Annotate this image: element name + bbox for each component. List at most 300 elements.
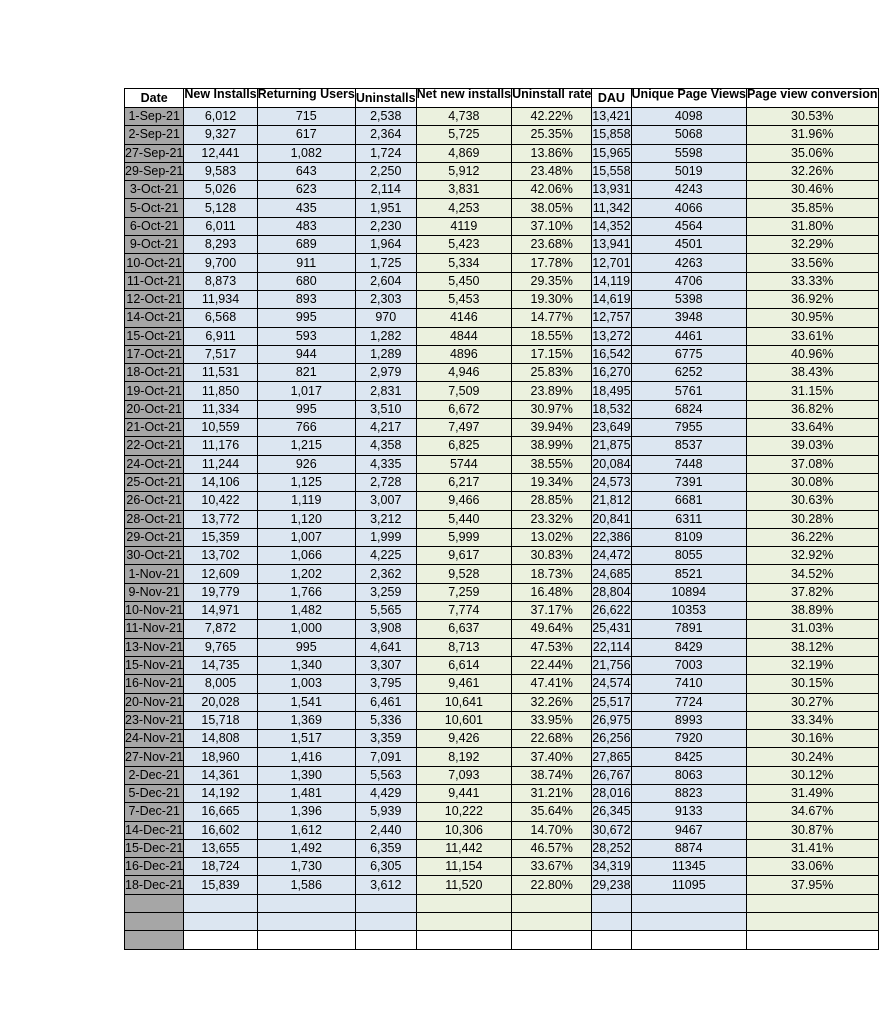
- cell-uninstall-rate[interactable]: 25.35%: [512, 126, 592, 144]
- cell-uninstall-rate[interactable]: 38.55%: [512, 455, 592, 473]
- empty-cell-new-installs[interactable]: [184, 913, 257, 931]
- cell-page-view-conversion[interactable]: 33.64%: [746, 419, 878, 437]
- cell-uninstalls[interactable]: 1,999: [355, 528, 416, 546]
- cell-date[interactable]: 12-Oct-21: [125, 290, 184, 308]
- cell-dau[interactable]: 12,757: [592, 309, 631, 327]
- header-uninstalls[interactable]: Uninstalls: [355, 89, 416, 108]
- cell-returning-users[interactable]: 821: [257, 364, 355, 382]
- cell-net-new-installs[interactable]: 5,999: [416, 528, 511, 546]
- cell-date[interactable]: 19-Oct-21: [125, 382, 184, 400]
- cell-page-view-conversion[interactable]: 33.33%: [746, 272, 878, 290]
- cell-dau[interactable]: 21,812: [592, 492, 631, 510]
- empty-cell-date[interactable]: [125, 913, 184, 931]
- cell-dau[interactable]: 13,421: [592, 108, 631, 126]
- cell-dau[interactable]: 20,841: [592, 510, 631, 528]
- cell-unique-page-views[interactable]: 7391: [631, 473, 746, 491]
- cell-unique-page-views[interactable]: 8993: [631, 711, 746, 729]
- cell-dau[interactable]: 18,532: [592, 400, 631, 418]
- cell-uninstalls[interactable]: 1,951: [355, 199, 416, 217]
- cell-new-installs[interactable]: 14,735: [184, 656, 257, 674]
- cell-new-installs[interactable]: 9,583: [184, 162, 257, 180]
- cell-returning-users[interactable]: 911: [257, 254, 355, 272]
- cell-date[interactable]: 2-Dec-21: [125, 766, 184, 784]
- cell-dau[interactable]: 26,345: [592, 803, 631, 821]
- cell-net-new-installs[interactable]: 9,461: [416, 675, 511, 693]
- cell-net-new-installs[interactable]: 9,426: [416, 730, 511, 748]
- cell-net-new-installs[interactable]: 11,442: [416, 839, 511, 857]
- cell-uninstalls[interactable]: 2,728: [355, 473, 416, 491]
- cell-unique-page-views[interactable]: 8521: [631, 565, 746, 583]
- cell-uninstalls[interactable]: 2,979: [355, 364, 416, 382]
- cell-uninstall-rate[interactable]: 14.77%: [512, 309, 592, 327]
- cell-unique-page-views[interactable]: 3948: [631, 309, 746, 327]
- cell-uninstalls[interactable]: 3,612: [355, 876, 416, 894]
- empty-cell-dau[interactable]: [592, 913, 631, 931]
- cell-uninstalls[interactable]: 2,303: [355, 290, 416, 308]
- cell-new-installs[interactable]: 8,873: [184, 272, 257, 290]
- cell-unique-page-views[interactable]: 6824: [631, 400, 746, 418]
- cell-unique-page-views[interactable]: 4066: [631, 199, 746, 217]
- cell-date[interactable]: 23-Nov-21: [125, 711, 184, 729]
- cell-date[interactable]: 3-Oct-21: [125, 181, 184, 199]
- cell-unique-page-views[interactable]: 4706: [631, 272, 746, 290]
- cell-page-view-conversion[interactable]: 34.52%: [746, 565, 878, 583]
- cell-uninstalls[interactable]: 6,461: [355, 693, 416, 711]
- cell-page-view-conversion[interactable]: 30.46%: [746, 181, 878, 199]
- cell-returning-users[interactable]: 715: [257, 108, 355, 126]
- cell-new-installs[interactable]: 15,359: [184, 528, 257, 546]
- header-page-view-conversion[interactable]: Page view conversion: [746, 89, 878, 108]
- cell-net-new-installs[interactable]: 5,334: [416, 254, 511, 272]
- empty-cell-unique-page-views[interactable]: [631, 913, 746, 931]
- cell-dau[interactable]: 34,319: [592, 858, 631, 876]
- cell-page-view-conversion[interactable]: 35.06%: [746, 144, 878, 162]
- cell-uninstall-rate[interactable]: 35.64%: [512, 803, 592, 821]
- cell-dau[interactable]: 15,558: [592, 162, 631, 180]
- cell-net-new-installs[interactable]: 8,192: [416, 748, 511, 766]
- cell-dau[interactable]: 21,756: [592, 656, 631, 674]
- empty-cell-page-view-conversion[interactable]: [746, 894, 878, 912]
- cell-unique-page-views[interactable]: 9467: [631, 821, 746, 839]
- cell-date[interactable]: 7-Dec-21: [125, 803, 184, 821]
- cell-date[interactable]: 27-Nov-21: [125, 748, 184, 766]
- cell-returning-users[interactable]: 893: [257, 290, 355, 308]
- cell-new-installs[interactable]: 14,971: [184, 602, 257, 620]
- cell-uninstalls[interactable]: 6,305: [355, 858, 416, 876]
- cell-uninstall-rate[interactable]: 38.99%: [512, 437, 592, 455]
- cell-date[interactable]: 21-Oct-21: [125, 419, 184, 437]
- cell-date[interactable]: 14-Oct-21: [125, 309, 184, 327]
- cell-uninstall-rate[interactable]: 22.44%: [512, 656, 592, 674]
- cell-uninstalls[interactable]: 3,795: [355, 675, 416, 693]
- cell-unique-page-views[interactable]: 10894: [631, 583, 746, 601]
- cell-net-new-installs[interactable]: 6,825: [416, 437, 511, 455]
- cell-uninstall-rate[interactable]: 30.83%: [512, 547, 592, 565]
- cell-uninstall-rate[interactable]: 37.17%: [512, 602, 592, 620]
- cell-page-view-conversion[interactable]: 32.26%: [746, 162, 878, 180]
- cell-uninstall-rate[interactable]: 23.89%: [512, 382, 592, 400]
- cell-net-new-installs[interactable]: 5,423: [416, 236, 511, 254]
- cell-date[interactable]: 18-Dec-21: [125, 876, 184, 894]
- cell-dau[interactable]: 11,342: [592, 199, 631, 217]
- cell-uninstalls[interactable]: 2,362: [355, 565, 416, 583]
- cell-uninstall-rate[interactable]: 13.86%: [512, 144, 592, 162]
- cell-page-view-conversion[interactable]: 30.28%: [746, 510, 878, 528]
- cell-net-new-installs[interactable]: 4896: [416, 345, 511, 363]
- cell-uninstall-rate[interactable]: 23.68%: [512, 236, 592, 254]
- cell-uninstalls[interactable]: 2,831: [355, 382, 416, 400]
- empty-cell-uninstall-rate[interactable]: [512, 913, 592, 931]
- cell-returning-users[interactable]: 995: [257, 638, 355, 656]
- cell-dau[interactable]: 27,865: [592, 748, 631, 766]
- cell-unique-page-views[interactable]: 8425: [631, 748, 746, 766]
- cell-dau[interactable]: 26,975: [592, 711, 631, 729]
- cell-uninstalls[interactable]: 4,217: [355, 419, 416, 437]
- cell-uninstall-rate[interactable]: 49.64%: [512, 620, 592, 638]
- cell-unique-page-views[interactable]: 4263: [631, 254, 746, 272]
- cell-date[interactable]: 15-Dec-21: [125, 839, 184, 857]
- cell-returning-users[interactable]: 1,390: [257, 766, 355, 784]
- cell-page-view-conversion[interactable]: 33.34%: [746, 711, 878, 729]
- cell-returning-users[interactable]: 944: [257, 345, 355, 363]
- cell-uninstalls[interactable]: 3,259: [355, 583, 416, 601]
- cell-new-installs[interactable]: 14,192: [184, 784, 257, 802]
- cell-new-installs[interactable]: 14,808: [184, 730, 257, 748]
- header-returning-users[interactable]: Returning Users: [257, 89, 355, 108]
- cell-uninstall-rate[interactable]: 19.34%: [512, 473, 592, 491]
- cell-unique-page-views[interactable]: 5598: [631, 144, 746, 162]
- cell-uninstalls[interactable]: 2,538: [355, 108, 416, 126]
- cell-unique-page-views[interactable]: 6681: [631, 492, 746, 510]
- cell-new-installs[interactable]: 9,765: [184, 638, 257, 656]
- cell-uninstalls[interactable]: 3,307: [355, 656, 416, 674]
- header-dau[interactable]: DAU: [592, 89, 631, 108]
- cell-page-view-conversion[interactable]: 36.92%: [746, 290, 878, 308]
- cell-returning-users[interactable]: 623: [257, 181, 355, 199]
- cell-new-installs[interactable]: 7,517: [184, 345, 257, 363]
- cell-returning-users[interactable]: 1,482: [257, 602, 355, 620]
- header-unique-page-views[interactable]: Unique Page Views: [631, 89, 746, 108]
- cell-new-installs[interactable]: 6,911: [184, 327, 257, 345]
- cell-dau[interactable]: 29,238: [592, 876, 631, 894]
- cell-unique-page-views[interactable]: 7920: [631, 730, 746, 748]
- cell-uninstalls[interactable]: 3,359: [355, 730, 416, 748]
- cell-net-new-installs[interactable]: 5,912: [416, 162, 511, 180]
- cell-date[interactable]: 16-Nov-21: [125, 675, 184, 693]
- cell-new-installs[interactable]: 18,960: [184, 748, 257, 766]
- cell-new-installs[interactable]: 16,665: [184, 803, 257, 821]
- cell-unique-page-views[interactable]: 7891: [631, 620, 746, 638]
- cell-date[interactable]: 15-Nov-21: [125, 656, 184, 674]
- cell-net-new-installs[interactable]: 6,217: [416, 473, 511, 491]
- cell-dau[interactable]: 14,352: [592, 217, 631, 235]
- cell-date[interactable]: 22-Oct-21: [125, 437, 184, 455]
- cell-page-view-conversion[interactable]: 37.82%: [746, 583, 878, 601]
- cell-new-installs[interactable]: 16,602: [184, 821, 257, 839]
- cell-page-view-conversion[interactable]: 35.85%: [746, 199, 878, 217]
- cell-uninstalls[interactable]: 3,510: [355, 400, 416, 418]
- cell-unique-page-views[interactable]: 4243: [631, 181, 746, 199]
- cell-new-installs[interactable]: 11,334: [184, 400, 257, 418]
- cell-dau[interactable]: 12,701: [592, 254, 631, 272]
- cell-uninstall-rate[interactable]: 37.40%: [512, 748, 592, 766]
- cell-net-new-installs[interactable]: 6,614: [416, 656, 511, 674]
- cell-new-installs[interactable]: 20,028: [184, 693, 257, 711]
- cell-returning-users[interactable]: 1,481: [257, 784, 355, 802]
- cell-date[interactable]: 11-Oct-21: [125, 272, 184, 290]
- cell-page-view-conversion[interactable]: 30.16%: [746, 730, 878, 748]
- cell-net-new-installs[interactable]: 5,440: [416, 510, 511, 528]
- cell-uninstall-rate[interactable]: 28.85%: [512, 492, 592, 510]
- cell-returning-users[interactable]: 1,003: [257, 675, 355, 693]
- cell-unique-page-views[interactable]: 4501: [631, 236, 746, 254]
- cell-new-installs[interactable]: 13,772: [184, 510, 257, 528]
- cell-dau[interactable]: 28,016: [592, 784, 631, 802]
- empty-cell-page-view-conversion[interactable]: [746, 913, 878, 931]
- cell-returning-users[interactable]: 617: [257, 126, 355, 144]
- cell-returning-users[interactable]: 483: [257, 217, 355, 235]
- cell-page-view-conversion[interactable]: 38.89%: [746, 602, 878, 620]
- cell-page-view-conversion[interactable]: 31.96%: [746, 126, 878, 144]
- cell-date[interactable]: 1-Nov-21: [125, 565, 184, 583]
- cell-uninstall-rate[interactable]: 16.48%: [512, 583, 592, 601]
- cell-returning-users[interactable]: 766: [257, 419, 355, 437]
- cell-unique-page-views[interactable]: 8874: [631, 839, 746, 857]
- cell-date[interactable]: 27-Sep-21: [125, 144, 184, 162]
- cell-page-view-conversion[interactable]: 32.19%: [746, 656, 878, 674]
- cell-page-view-conversion[interactable]: 39.03%: [746, 437, 878, 455]
- cell-unique-page-views[interactable]: 6775: [631, 345, 746, 363]
- cell-page-view-conversion[interactable]: 30.12%: [746, 766, 878, 784]
- empty-cell-net-new-installs[interactable]: [416, 894, 511, 912]
- cell-unique-page-views[interactable]: 7724: [631, 693, 746, 711]
- cell-uninstalls[interactable]: 1,282: [355, 327, 416, 345]
- cell-unique-page-views[interactable]: 4461: [631, 327, 746, 345]
- cell-uninstall-rate[interactable]: 32.26%: [512, 693, 592, 711]
- cell-net-new-installs[interactable]: 11,154: [416, 858, 511, 876]
- cell-uninstall-rate[interactable]: 47.41%: [512, 675, 592, 693]
- empty-cell-net-new-installs[interactable]: [416, 913, 511, 931]
- cell-returning-users[interactable]: 1,416: [257, 748, 355, 766]
- cell-date[interactable]: 6-Oct-21: [125, 217, 184, 235]
- cell-returning-users[interactable]: 1,082: [257, 144, 355, 162]
- cell-net-new-installs[interactable]: 10,641: [416, 693, 511, 711]
- cell-unique-page-views[interactable]: 8823: [631, 784, 746, 802]
- cell-net-new-installs[interactable]: 3,831: [416, 181, 511, 199]
- cell-unique-page-views[interactable]: 9133: [631, 803, 746, 821]
- cell-page-view-conversion[interactable]: 31.41%: [746, 839, 878, 857]
- header-uninstall-rate[interactable]: Uninstall rate: [512, 89, 592, 108]
- cell-returning-users[interactable]: 1,369: [257, 711, 355, 729]
- cell-dau[interactable]: 26,622: [592, 602, 631, 620]
- cell-returning-users[interactable]: 1,215: [257, 437, 355, 455]
- cell-uninstall-rate[interactable]: 17.15%: [512, 345, 592, 363]
- cell-date[interactable]: 2-Sep-21: [125, 126, 184, 144]
- cell-returning-users[interactable]: 1,766: [257, 583, 355, 601]
- cell-dau[interactable]: 28,252: [592, 839, 631, 857]
- cell-unique-page-views[interactable]: 8537: [631, 437, 746, 455]
- cell-net-new-installs[interactable]: 10,306: [416, 821, 511, 839]
- cell-page-view-conversion[interactable]: 34.67%: [746, 803, 878, 821]
- cell-returning-users[interactable]: 1,541: [257, 693, 355, 711]
- cell-unique-page-views[interactable]: 4098: [631, 108, 746, 126]
- cell-net-new-installs[interactable]: 4,869: [416, 144, 511, 162]
- cell-returning-users[interactable]: 1,517: [257, 730, 355, 748]
- empty-cell-returning-users[interactable]: [257, 913, 355, 931]
- cell-net-new-installs[interactable]: 7,497: [416, 419, 511, 437]
- cell-date[interactable]: 28-Oct-21: [125, 510, 184, 528]
- cell-new-installs[interactable]: 9,327: [184, 126, 257, 144]
- cell-dau[interactable]: 14,119: [592, 272, 631, 290]
- cell-date[interactable]: 20-Oct-21: [125, 400, 184, 418]
- cell-date[interactable]: 9-Nov-21: [125, 583, 184, 601]
- cell-date[interactable]: 5-Oct-21: [125, 199, 184, 217]
- cell-returning-users[interactable]: 1,730: [257, 858, 355, 876]
- cell-unique-page-views[interactable]: 6311: [631, 510, 746, 528]
- cell-uninstalls[interactable]: 4,335: [355, 455, 416, 473]
- cell-date[interactable]: 24-Oct-21: [125, 455, 184, 473]
- cell-uninstalls[interactable]: 3,908: [355, 620, 416, 638]
- cell-date[interactable]: 24-Nov-21: [125, 730, 184, 748]
- cell-unique-page-views[interactable]: 4564: [631, 217, 746, 235]
- header-net-new-installs[interactable]: Net new installs: [416, 89, 511, 108]
- cell-uninstall-rate[interactable]: 19.30%: [512, 290, 592, 308]
- cell-uninstall-rate[interactable]: 33.95%: [512, 711, 592, 729]
- cell-date[interactable]: 5-Dec-21: [125, 784, 184, 802]
- cell-uninstalls[interactable]: 1,964: [355, 236, 416, 254]
- cell-new-installs[interactable]: 12,441: [184, 144, 257, 162]
- cell-new-installs[interactable]: 13,702: [184, 547, 257, 565]
- cell-uninstall-rate[interactable]: 47.53%: [512, 638, 592, 656]
- cell-new-installs[interactable]: 8,293: [184, 236, 257, 254]
- cell-uninstalls[interactable]: 4,429: [355, 784, 416, 802]
- cell-page-view-conversion[interactable]: 31.03%: [746, 620, 878, 638]
- header-new-installs[interactable]: New Installs: [184, 89, 257, 108]
- cell-dau[interactable]: 30,672: [592, 821, 631, 839]
- cell-uninstalls[interactable]: 4,641: [355, 638, 416, 656]
- cell-returning-users[interactable]: 1,202: [257, 565, 355, 583]
- cell-date[interactable]: 25-Oct-21: [125, 473, 184, 491]
- cell-unique-page-views[interactable]: 5068: [631, 126, 746, 144]
- cell-uninstalls[interactable]: 5,565: [355, 602, 416, 620]
- cell-uninstall-rate[interactable]: 38.05%: [512, 199, 592, 217]
- cell-uninstalls[interactable]: 2,364: [355, 126, 416, 144]
- cell-page-view-conversion[interactable]: 33.06%: [746, 858, 878, 876]
- cell-unique-page-views[interactable]: 8055: [631, 547, 746, 565]
- cell-dau[interactable]: 18,495: [592, 382, 631, 400]
- cell-uninstalls[interactable]: 4,225: [355, 547, 416, 565]
- cell-page-view-conversion[interactable]: 31.49%: [746, 784, 878, 802]
- cell-uninstalls[interactable]: 5,939: [355, 803, 416, 821]
- cell-uninstall-rate[interactable]: 22.80%: [512, 876, 592, 894]
- cell-new-installs[interactable]: 6,568: [184, 309, 257, 327]
- cell-net-new-installs[interactable]: 5,453: [416, 290, 511, 308]
- cell-returning-users[interactable]: 1,340: [257, 656, 355, 674]
- cell-net-new-installs[interactable]: 4,738: [416, 108, 511, 126]
- cell-returning-users[interactable]: 1,125: [257, 473, 355, 491]
- cell-returning-users[interactable]: 435: [257, 199, 355, 217]
- cell-dau[interactable]: 15,965: [592, 144, 631, 162]
- cell-net-new-installs[interactable]: 11,520: [416, 876, 511, 894]
- cell-page-view-conversion[interactable]: 38.12%: [746, 638, 878, 656]
- cell-new-installs[interactable]: 11,244: [184, 455, 257, 473]
- cell-uninstalls[interactable]: 2,250: [355, 162, 416, 180]
- cell-uninstall-rate[interactable]: 22.68%: [512, 730, 592, 748]
- cell-page-view-conversion[interactable]: 36.22%: [746, 528, 878, 546]
- cell-uninstall-rate[interactable]: 18.73%: [512, 565, 592, 583]
- cell-date[interactable]: 1-Sep-21: [125, 108, 184, 126]
- empty-cell-uninstall-rate[interactable]: [512, 894, 592, 912]
- cell-returning-users[interactable]: 593: [257, 327, 355, 345]
- cell-new-installs[interactable]: 14,361: [184, 766, 257, 784]
- cell-returning-users[interactable]: 1,000: [257, 620, 355, 638]
- cell-date[interactable]: 17-Oct-21: [125, 345, 184, 363]
- cell-dau[interactable]: 21,875: [592, 437, 631, 455]
- cell-net-new-installs[interactable]: 5,450: [416, 272, 511, 290]
- cell-uninstall-rate[interactable]: 33.67%: [512, 858, 592, 876]
- cell-date[interactable]: 14-Dec-21: [125, 821, 184, 839]
- cell-page-view-conversion[interactable]: 32.92%: [746, 547, 878, 565]
- cell-net-new-installs[interactable]: 9,528: [416, 565, 511, 583]
- cell-uninstall-rate[interactable]: 38.74%: [512, 766, 592, 784]
- cell-net-new-installs[interactable]: 4,253: [416, 199, 511, 217]
- cell-new-installs[interactable]: 7,872: [184, 620, 257, 638]
- cell-unique-page-views[interactable]: 7955: [631, 419, 746, 437]
- cell-new-installs[interactable]: 18,724: [184, 858, 257, 876]
- cell-unique-page-views[interactable]: 8429: [631, 638, 746, 656]
- cell-new-installs[interactable]: 8,005: [184, 675, 257, 693]
- cell-page-view-conversion[interactable]: 33.56%: [746, 254, 878, 272]
- cell-net-new-installs[interactable]: 5,725: [416, 126, 511, 144]
- cell-uninstall-rate[interactable]: 42.22%: [512, 108, 592, 126]
- cell-page-view-conversion[interactable]: 38.43%: [746, 364, 878, 382]
- empty-cell-uninstalls[interactable]: [355, 913, 416, 931]
- cell-dau[interactable]: 22,386: [592, 528, 631, 546]
- cell-date[interactable]: 29-Sep-21: [125, 162, 184, 180]
- cell-page-view-conversion[interactable]: 30.95%: [746, 309, 878, 327]
- cell-uninstalls[interactable]: 7,091: [355, 748, 416, 766]
- cell-returning-users[interactable]: 1,396: [257, 803, 355, 821]
- cell-dau[interactable]: 24,574: [592, 675, 631, 693]
- cell-date[interactable]: 16-Dec-21: [125, 858, 184, 876]
- header-date[interactable]: Date: [125, 89, 184, 108]
- cell-new-installs[interactable]: 19,779: [184, 583, 257, 601]
- empty-cell-date[interactable]: [125, 894, 184, 912]
- cell-date[interactable]: 10-Oct-21: [125, 254, 184, 272]
- cell-returning-users[interactable]: 995: [257, 400, 355, 418]
- empty-cell-unique-page-views[interactable]: [631, 894, 746, 912]
- cell-net-new-installs[interactable]: 9,441: [416, 784, 511, 802]
- cell-date[interactable]: 15-Oct-21: [125, 327, 184, 345]
- cell-date[interactable]: 30-Oct-21: [125, 547, 184, 565]
- cell-dau[interactable]: 25,517: [592, 693, 631, 711]
- cell-page-view-conversion[interactable]: 37.08%: [746, 455, 878, 473]
- cell-dau[interactable]: 20,084: [592, 455, 631, 473]
- cell-new-installs[interactable]: 15,718: [184, 711, 257, 729]
- cell-dau[interactable]: 24,472: [592, 547, 631, 565]
- cell-unique-page-views[interactable]: 11345: [631, 858, 746, 876]
- cell-unique-page-views[interactable]: 5761: [631, 382, 746, 400]
- cell-dau[interactable]: 26,256: [592, 730, 631, 748]
- cell-uninstall-rate[interactable]: 23.32%: [512, 510, 592, 528]
- cell-page-view-conversion[interactable]: 30.53%: [746, 108, 878, 126]
- cell-uninstalls[interactable]: 2,230: [355, 217, 416, 235]
- cell-returning-users[interactable]: 680: [257, 272, 355, 290]
- cell-date[interactable]: 26-Oct-21: [125, 492, 184, 510]
- cell-uninstalls[interactable]: 1,725: [355, 254, 416, 272]
- cell-new-installs[interactable]: 12,609: [184, 565, 257, 583]
- cell-uninstalls[interactable]: 2,440: [355, 821, 416, 839]
